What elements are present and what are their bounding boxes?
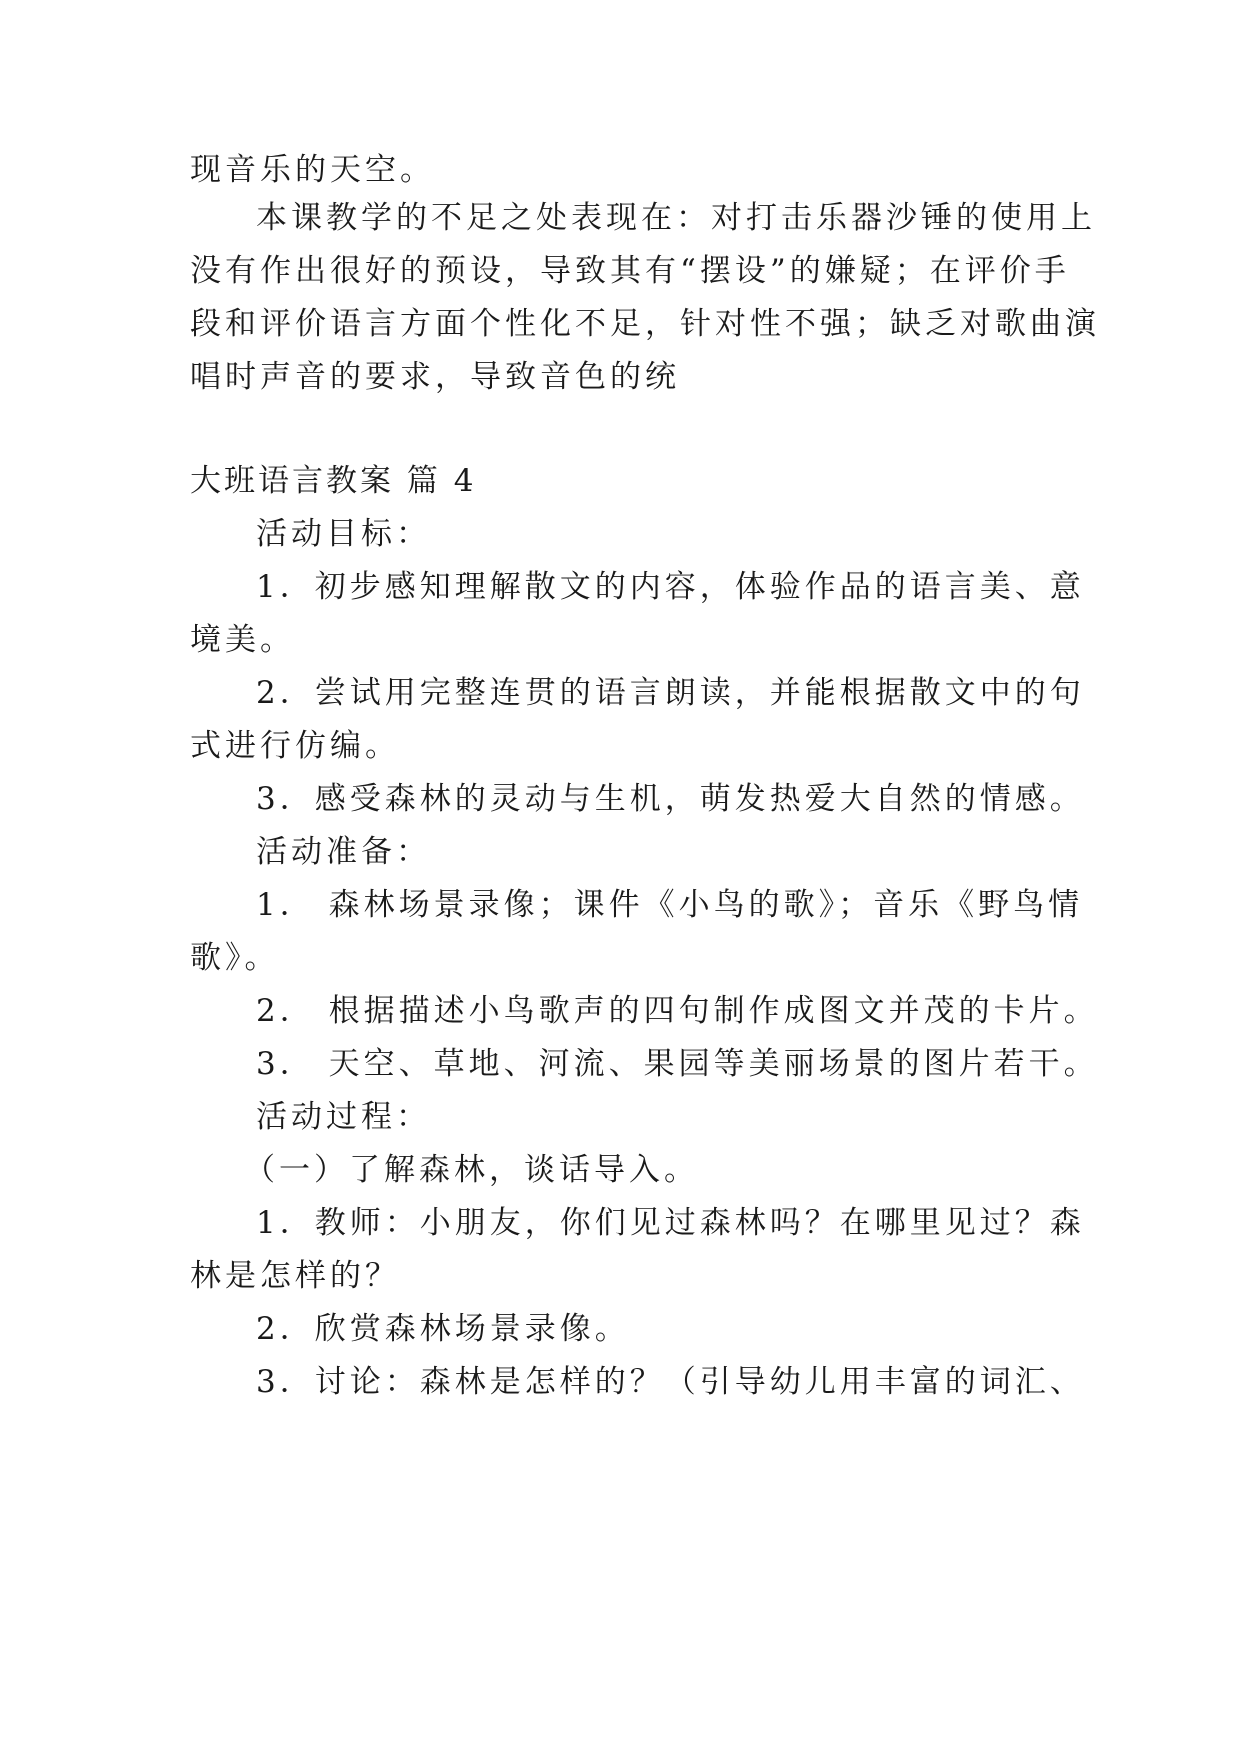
paragraph-line: 本课教学的不足之处表现在：对打击乐器沙锤的使用上: [256, 200, 1096, 236]
paragraph-line: 唱时声音的要求，导致音色的统: [190, 359, 680, 395]
paragraph-line: 2．欣赏森林场景录像。: [256, 1311, 630, 1347]
subheading: 活动过程：: [256, 1099, 431, 1135]
paragraph-line: 1． 森林场景录像；课件《小鸟的歌》；音乐《野鸟情: [256, 887, 1084, 923]
paragraph-line: 没有作出很好的预设，导致其有“摆设”的嫌疑；在评价手: [190, 253, 1070, 289]
paragraph-line: 段和评价语言方面个性化不足，针对性不强；缺乏对歌曲演: [190, 306, 1100, 342]
paragraph-line: （一）了解森林，谈话导入。: [244, 1152, 699, 1188]
paragraph-line: 1．教师：小朋友，你们见过森林吗？在哪里见过？森: [256, 1205, 1085, 1241]
paragraph-line: 境美。: [190, 622, 295, 658]
paragraph-line: 歌》。: [190, 940, 280, 976]
paragraph-line: 3． 天空、草地、河流、果园等美丽场景的图片若干。: [256, 1046, 1099, 1082]
paragraph-line: 2．尝试用完整连贯的语言朗读，并能根据散文中的句: [256, 675, 1085, 711]
paragraph-line: 2． 根据描述小鸟歌声的四句制作成图文并茂的卡片。: [256, 993, 1099, 1029]
paragraph-line: 式进行仿编。: [190, 728, 400, 764]
paragraph-line: 1．初步感知理解散文的内容，体验作品的语言美、意: [256, 569, 1085, 605]
paragraph-line: 林是怎样的？: [190, 1258, 400, 1294]
paragraph-line: 3．讨论：森林是怎样的？（引导幼儿用丰富的词汇、: [256, 1364, 1085, 1400]
subheading: 活动目标：: [256, 516, 431, 552]
paragraph-line: 3．感受森林的灵动与生机，萌发热爱大自然的情感。: [256, 781, 1085, 817]
paragraph-line: 现音乐的天空。: [190, 152, 435, 188]
subheading: 活动准备：: [256, 834, 431, 870]
section-heading: 大班语言教案 篇 4: [190, 463, 477, 499]
